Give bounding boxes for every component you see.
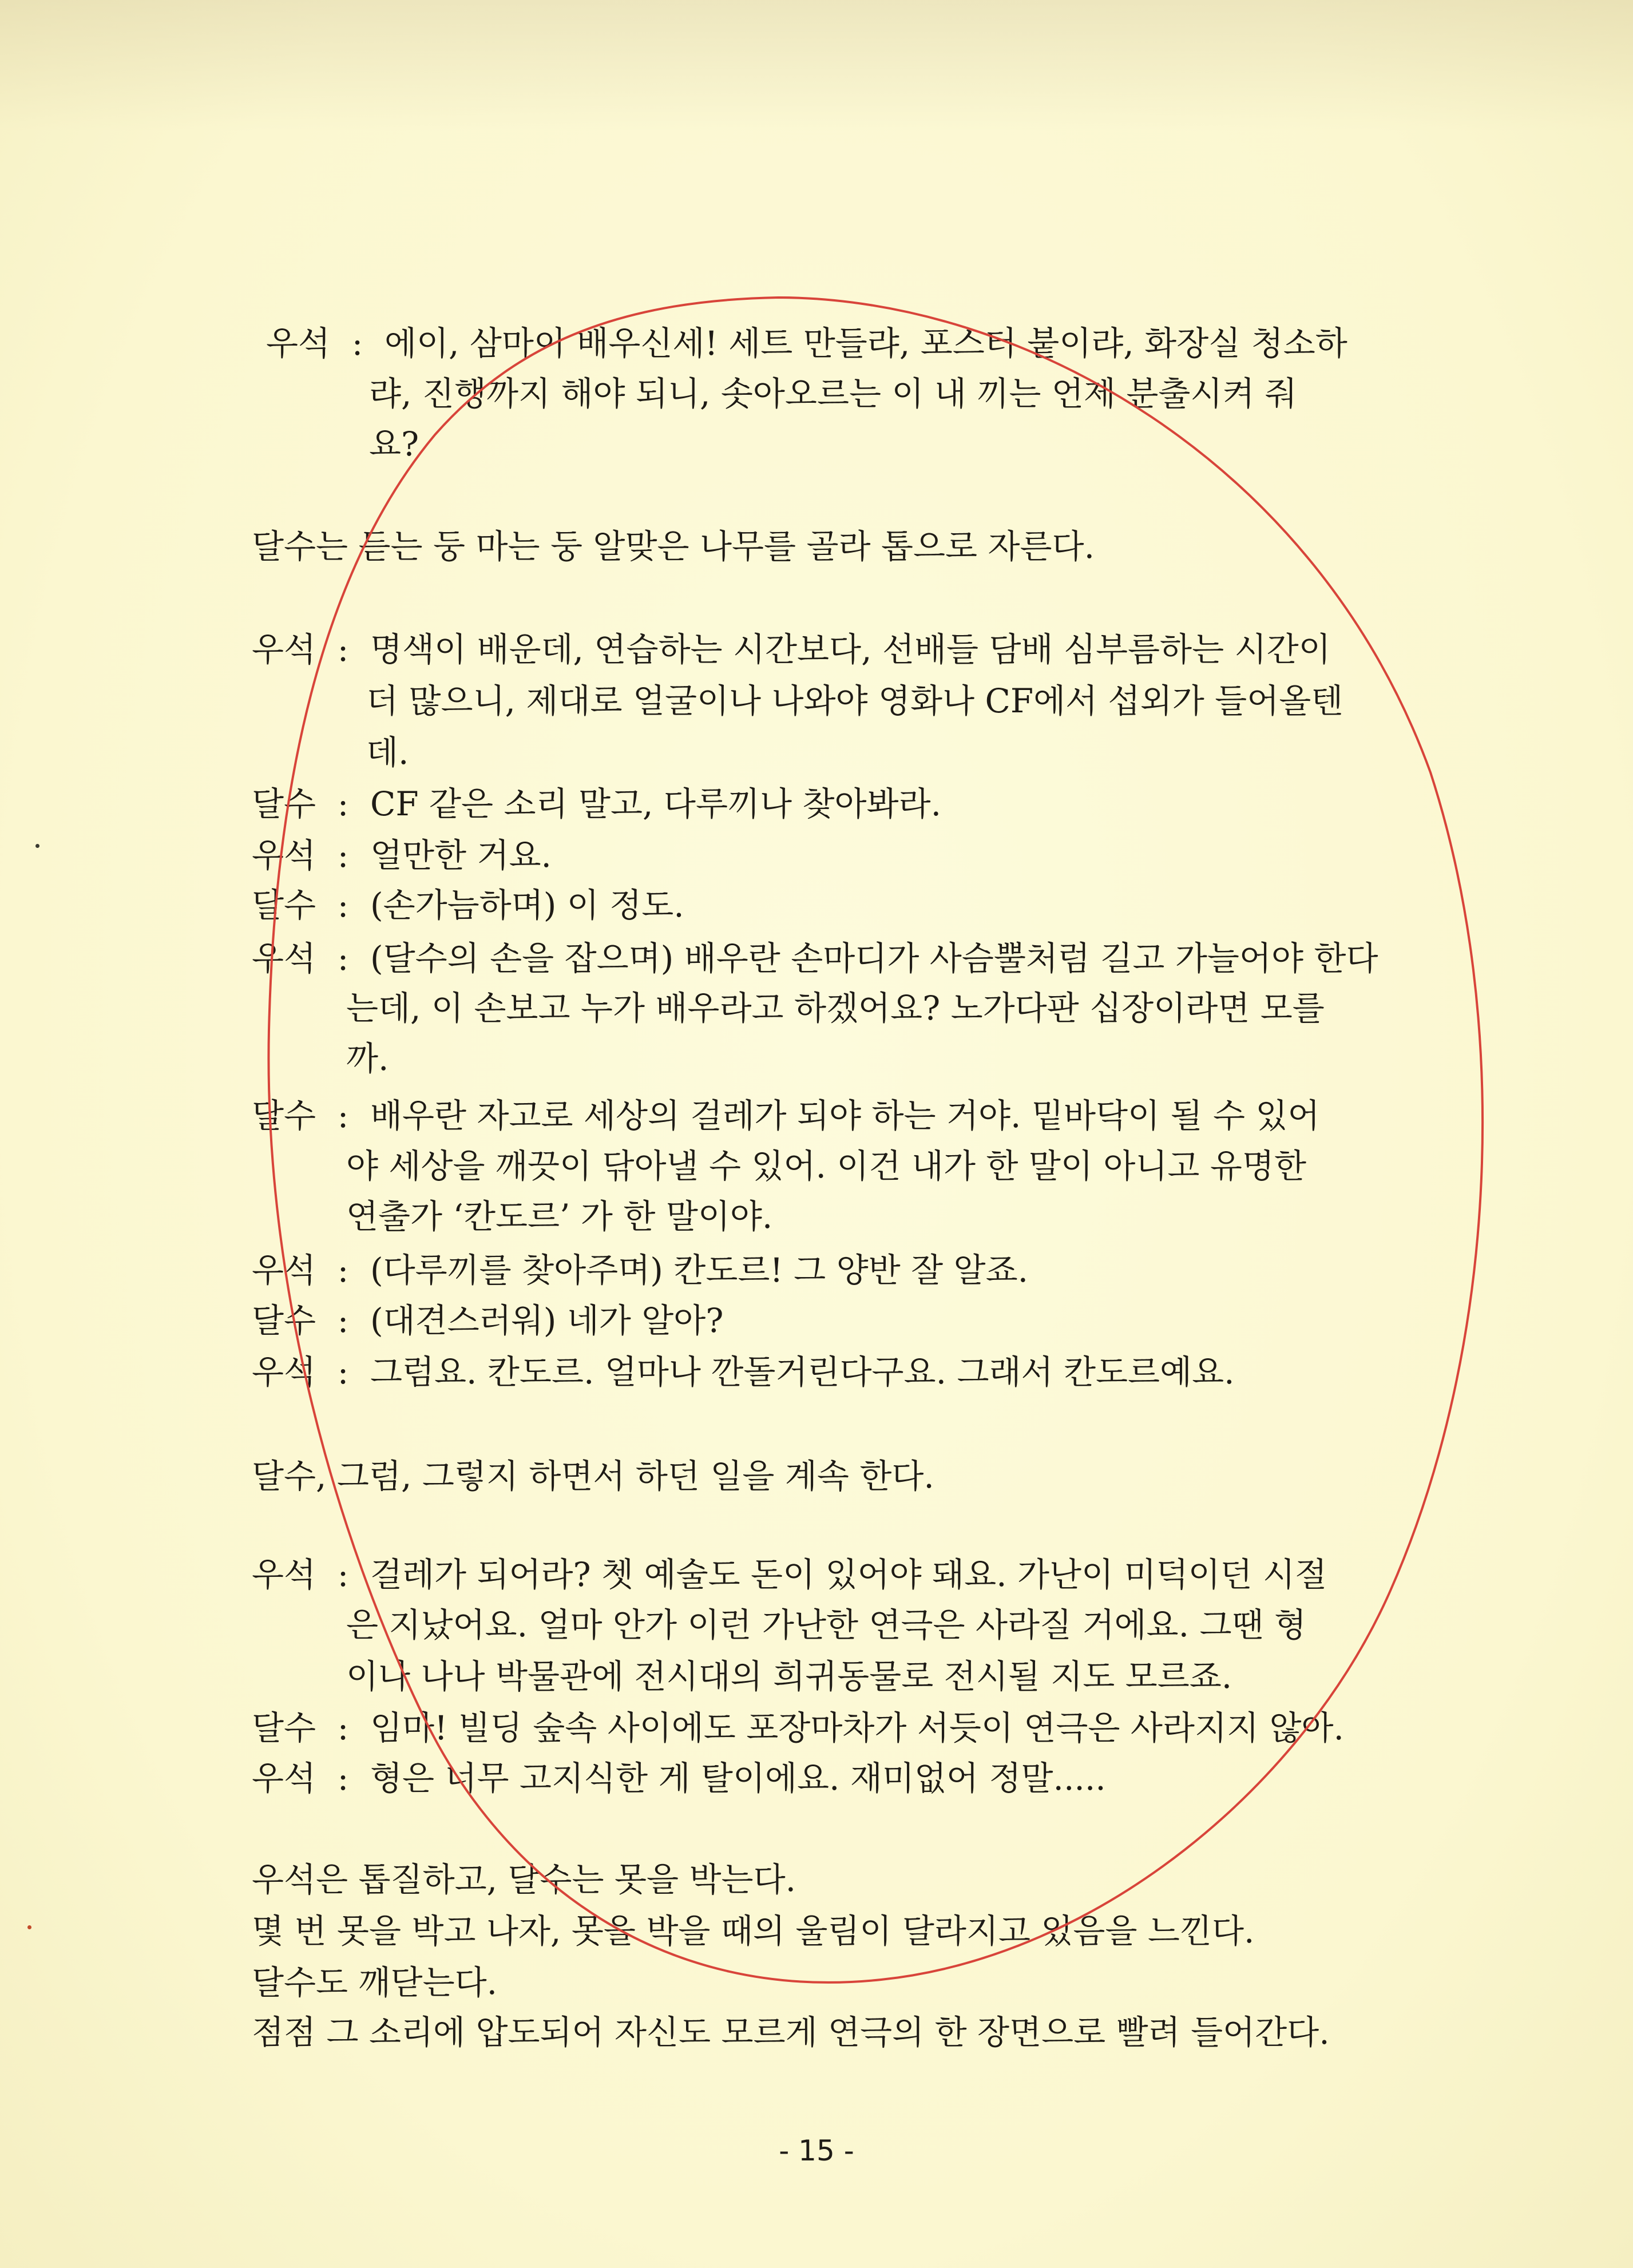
- dialogue-continuation: 은 지났어요. 얼마 안가 이런 가난한 연극은 사라질 거에요. 그땐 형: [346, 1605, 1306, 1644]
- dialogue-continuation: 연출가 ‘칸도르’ 가 한 말이야.: [346, 1197, 773, 1236]
- speaker-colon: :: [351, 324, 363, 363]
- speaker-name: 달수: [252, 886, 316, 925]
- red-circle-stroke: [268, 298, 1483, 1982]
- dialogue-text: 명색이 배운데, 연습하는 시간보다, 선배들 담배 심부름하는 시간이: [370, 630, 1331, 669]
- dialogue-text: (다루끼를 찾아주며) 칸도르! 그 양반 잘 알죠.: [370, 1251, 1029, 1290]
- speaker-name: 우석: [252, 939, 316, 978]
- speaker-colon: :: [337, 1759, 349, 1798]
- speaker-name: 우석: [252, 1555, 316, 1594]
- speaker-name: 우석: [252, 630, 316, 669]
- speaker-colon: :: [337, 836, 349, 875]
- speaker-colon: :: [337, 886, 349, 925]
- dialogue-text: (손가늠하며) 이 정도.: [370, 886, 684, 925]
- dialogue-continuation: 랴, 진행까지 해야 되니, 솟아오르는 이 내 끼는 언제 분출시켜 줘: [369, 374, 1297, 413]
- dialogue-text: 걸레가 되어라? 쳇 예술도 돈이 있어야 돼요. 가난이 미덕이던 시절: [370, 1555, 1327, 1594]
- dialogue-text: 에이, 삼마이 배우신세! 세트 만들랴, 포스터 붙이랴, 화장실 청소하: [384, 324, 1347, 363]
- speaker-name: 우석: [252, 836, 316, 875]
- dialogue-continuation: 데.: [366, 733, 409, 772]
- dialogue-text: CF 같은 소리 말고, 다루끼나 찾아봐라.: [370, 784, 942, 823]
- speaker-colon: :: [337, 1555, 349, 1594]
- ink-speck: [35, 844, 39, 848]
- dialogue-continuation: 까.: [346, 1039, 389, 1078]
- speaker-colon: :: [337, 1301, 349, 1340]
- speaker-colon: :: [337, 1096, 349, 1135]
- dialogue-text: 그럼요. 칸도르. 얼마나 깐돌거린다구요. 그래서 칸도르예요.: [370, 1353, 1235, 1391]
- dialogue-continuation: 는데, 이 손보고 누가 배우라고 하겠어요? 노가다판 십장이라면 모를: [346, 989, 1325, 1028]
- dialogue-continuation: 더 많으니, 제대로 얼굴이나 나와야 영화나 CF에서 섭외가 들어올텐: [366, 681, 1343, 720]
- dialogue-text: 배우란 자고로 세상의 걸레가 되야 하는 거야. 밑바닥이 될 수 있어: [370, 1096, 1320, 1135]
- stage-direction: 몇 번 못을 박고 나자, 못을 박을 때의 울림이 달라지고 있음을 느낀다.: [252, 1912, 1255, 1950]
- speaker-colon: :: [337, 1708, 349, 1747]
- dialogue-text: 형은 너무 고지식한 게 탈이에요. 재미없어 정말.....: [370, 1759, 1106, 1798]
- speaker-colon: :: [337, 939, 349, 978]
- dialogue-text: (달수의 손을 잡으며) 배우란 손마디가 사슴뿔처럼 길고 가늘어야 한다: [370, 939, 1378, 978]
- stage-direction: 달수는 듣는 둥 마는 둥 알맞은 나무를 골라 톱으로 자른다.: [252, 527, 1095, 566]
- dialogue-text: 얼만한 거요.: [370, 836, 552, 875]
- dialogue-text: 임마! 빌딩 숲속 사이에도 포장마차가 서듯이 연극은 사라지지 않아.: [370, 1708, 1344, 1747]
- page-number: - 15 -: [779, 2134, 854, 2167]
- dialogue-continuation: 야 세상을 깨끗이 닦아낼 수 있어. 이건 내가 한 말이 아니고 유명한: [346, 1147, 1306, 1185]
- ink-speck: [27, 1925, 31, 1929]
- speaker-colon: :: [337, 1251, 349, 1290]
- dialogue-continuation: 이나 나나 박물관에 전시대의 희귀동물로 전시될 지도 모르죠.: [346, 1657, 1232, 1696]
- speaker-colon: :: [337, 1353, 349, 1391]
- stage-direction: 점점 그 소리에 압도되어 자신도 모르게 연극의 한 장면으로 빨려 들어간다.: [252, 2013, 1330, 2052]
- speaker-name: 우석: [252, 1759, 316, 1798]
- speaker-name: 우석: [252, 1353, 316, 1391]
- speaker-name: 우석: [266, 324, 331, 363]
- stage-direction: 우석은 톱질하고, 달수는 못을 박는다.: [252, 1860, 796, 1899]
- speaker-colon: :: [337, 630, 349, 669]
- speaker-name: 달수: [252, 784, 316, 823]
- speaker-colon: :: [337, 784, 349, 823]
- speaker-name: 달수: [252, 1301, 316, 1340]
- stage-direction: 달수도 깨닫는다.: [252, 1963, 498, 2002]
- stage-direction: 달수, 그럼, 그렇지 하면서 하던 일을 계속 한다.: [252, 1457, 934, 1496]
- speaker-name: 달수: [252, 1096, 316, 1135]
- speaker-name: 우석: [252, 1251, 316, 1290]
- dialogue-text: (대견스러워) 네가 알아?: [370, 1301, 724, 1340]
- dialogue-continuation: 요?: [369, 425, 419, 463]
- speaker-name: 달수: [252, 1708, 316, 1747]
